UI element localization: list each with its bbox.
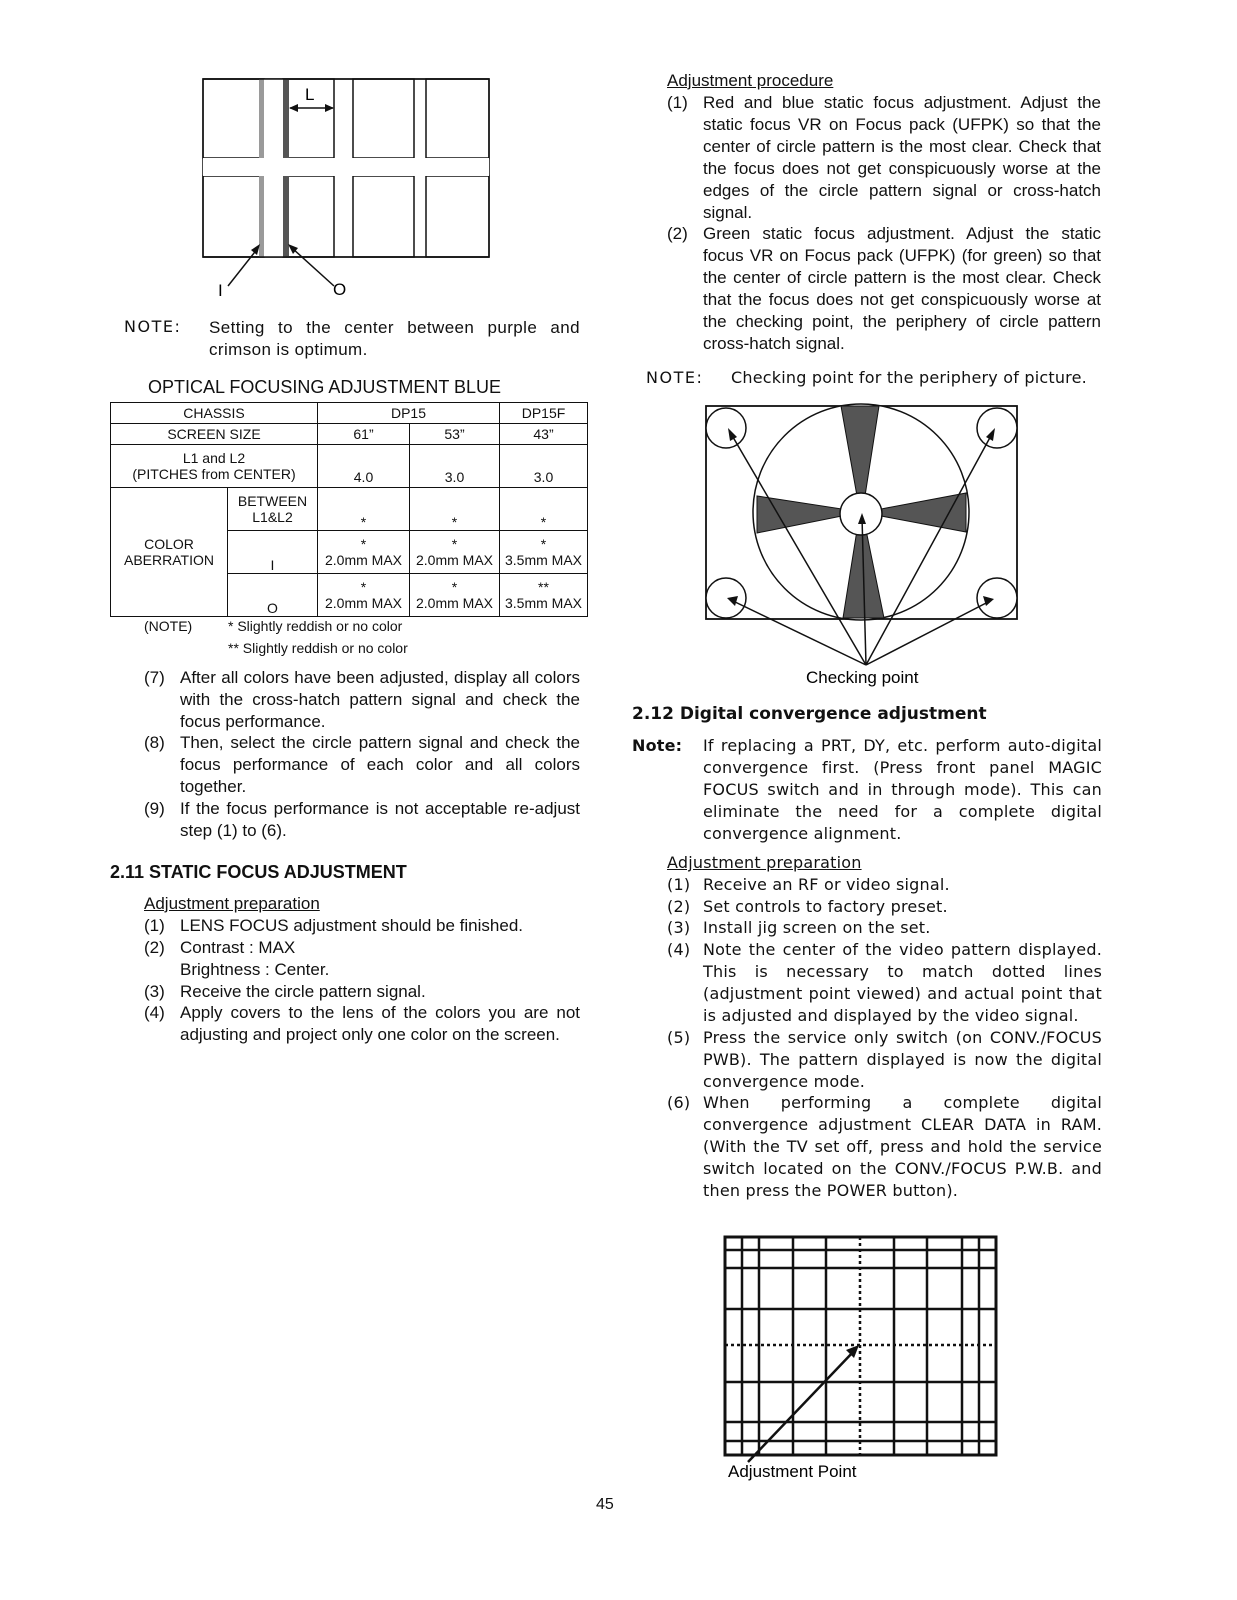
th-screen-size: SCREEN SIZE	[111, 424, 318, 445]
list-item	[144, 1002, 580, 1068]
double-star: **	[538, 579, 549, 595]
section-heading-2-12: 2.12 Digital convergence adjustment	[632, 704, 987, 724]
item-text: If the focus performance is not acceptable re-adjust step (1) to (6).	[180, 799, 580, 840]
cell-between-1: *	[318, 488, 410, 531]
circle-pattern-diagram	[700, 400, 1024, 690]
item-text: Green static focus adjustment. Adjust the static focus VR on Focus pack (UFPK) (for green) so that the center of circle pattern is the most clear. Check that the focus does not get conspicuously worse at the checking point, the periphery of circle pattern cross-hatch signal.	[703, 224, 1101, 353]
item-text: Install jig screen on the set.	[703, 918, 931, 937]
cell-row-o: O	[228, 574, 318, 617]
note-label: Note:	[632, 736, 683, 755]
item-text: Receive the circle pattern signal.	[180, 982, 426, 1001]
item-number: (6)	[667, 1093, 691, 1112]
section-heading-2-11: 2.11 STATIC FOCUS ADJUSTMENT	[110, 862, 407, 882]
star: *	[360, 579, 367, 595]
value: 2.0mm MAX	[324, 552, 402, 568]
list-item	[667, 896, 1102, 918]
list-item	[144, 732, 580, 798]
cell-pitch-2: 3.0	[410, 445, 500, 488]
cell-size-43: 43”	[500, 424, 588, 445]
list-item	[667, 939, 1102, 1027]
adjustment-preparation-label: Adjustment preparation	[144, 894, 320, 913]
item-text: Then, select the circle pattern signal and check the focus performance of each color and all colors together.	[180, 733, 580, 796]
value: 3.5mm MAX	[504, 552, 582, 568]
value: 2.0mm MAX	[415, 552, 493, 568]
item-number: (2)	[144, 938, 165, 957]
item-number: (8)	[144, 733, 165, 752]
row-l1l2-label	[111, 445, 318, 488]
item-text: Brightness : Center.	[180, 960, 330, 979]
table-note-label: (NOTE)	[144, 618, 193, 634]
item-number: (9)	[144, 799, 165, 818]
table-note-2: ** Slightly reddish or no color	[228, 640, 408, 656]
th-dp15: DP15	[318, 403, 500, 424]
value: 2.0mm MAX	[324, 595, 402, 611]
item-number: (3)	[144, 982, 165, 1001]
cell-o-2	[410, 574, 500, 617]
l1l2-line1: L1 and L2	[182, 450, 246, 466]
star: *	[540, 536, 547, 552]
jig-screen-diagram	[722, 1234, 1000, 1490]
adjustment-preparation-label: Adjustment preparation	[667, 853, 862, 872]
color-line1: COLOR	[144, 536, 194, 552]
item-number: (5)	[667, 1028, 691, 1047]
item-number: (2)	[667, 897, 691, 916]
cell-pitch-3: 3.0	[500, 445, 588, 488]
list-item	[144, 981, 580, 1003]
list-item	[667, 874, 1102, 896]
item-text: When performing a complete digital convergence adjustment CLEAR DATA in RAM. (With the TV set off, press and hold the service switch located on the CONV./FOCUS P.W.B. and then press the POWER button).	[703, 1093, 1102, 1200]
label-l: L	[305, 85, 315, 104]
item-text: After all colors have been adjusted, display all colors with the cross-hatch pattern signal and check the focus performance.	[180, 668, 580, 731]
th-chassis: CHASSIS	[111, 403, 318, 424]
list-item	[144, 798, 580, 842]
list-item	[144, 959, 580, 981]
item-number: (7)	[144, 668, 165, 687]
list-item	[667, 223, 1102, 355]
note-text: If replacing a PRT, DY, etc. perform auto-digital convergence first. (Press front panel MAGIC FOCUS switch and in through mode). This can eliminate the need for a complete digital convergence alignment.	[703, 736, 1102, 843]
item-text: Set controls to factory preset.	[703, 897, 948, 916]
between-line1: BETWEEN	[237, 493, 308, 509]
note-label: NOTE:	[646, 368, 704, 387]
l1l2-line2: (PITCHES from CENTER)	[132, 466, 296, 482]
item-text: Receive an RF or video signal.	[703, 875, 950, 894]
value: 2.0mm MAX	[415, 595, 493, 611]
list-item	[667, 92, 1102, 224]
list-item	[144, 937, 580, 959]
note-label: NOTE:	[124, 317, 182, 336]
list-item	[667, 917, 1102, 939]
value: 3.5mm MAX	[504, 595, 582, 611]
between-line2: L1&L2	[252, 509, 293, 525]
label-i: I	[218, 281, 223, 300]
cell-pitch-1: 4.0	[318, 445, 410, 488]
item-text: Note the center of the video pattern displayed. This is necessary to match dotted lines (adjustment point viewed) and actual point that is adjusted and displayed by the video signal.	[703, 940, 1102, 1025]
cell-o-3	[500, 574, 588, 617]
item-text: Contrast : MAX	[180, 938, 296, 957]
item-text: LENS FOCUS adjustment should be finished.	[180, 916, 524, 935]
star: *	[451, 536, 458, 552]
cell-i-1	[318, 531, 410, 574]
row-color-aberration-label	[111, 488, 228, 617]
cell-i-2	[410, 531, 500, 574]
item-text: Apply covers to the lens of the colors you are not adjusting and project only one color on the screen.	[180, 1003, 580, 1044]
item-number: (4)	[144, 1003, 165, 1022]
note-text: Setting to the center between purple and crimson is optimum.	[209, 318, 580, 359]
item-number: (4)	[667, 940, 691, 959]
cell-size-53: 53”	[410, 424, 500, 445]
cell-o-1	[318, 574, 410, 617]
item-number: (3)	[667, 918, 691, 937]
item-text: Press the service only switch (on CONV./FOCUS PWB). The pattern displayed is now the digital convergence mode.	[703, 1028, 1102, 1091]
color-line2: ABERRATION	[124, 552, 214, 568]
item-number: (1)	[667, 93, 688, 112]
list-item	[667, 1092, 1102, 1202]
item-number: (1)	[667, 875, 691, 894]
adjustment-procedure-label: Adjustment procedure	[667, 71, 834, 90]
th-dp15f: DP15F	[500, 403, 588, 424]
checking-point-caption: Checking point	[806, 668, 919, 687]
table-title: OPTICAL FOCUSING ADJUSTMENT BLUE	[148, 377, 502, 397]
crosshatch-focus-diagram	[200, 76, 492, 302]
table-note-1: * Slightly reddish or no color	[228, 618, 403, 634]
list-item	[144, 915, 580, 937]
label-o: O	[333, 280, 347, 299]
cell-between	[228, 488, 318, 531]
page-number: 45	[596, 1496, 614, 1513]
item-text: Red and blue static focus adjustment. Adjust the static focus VR on Focus pack (UFPK) so that the center of circle pattern is the most clear. Check that the focus does not get conspicuously worse at the edges of the circle pattern signal or cross-hatch signal.	[703, 93, 1101, 222]
item-number: (1)	[144, 916, 165, 935]
cell-row-i: I	[228, 531, 318, 574]
optical-focusing-table	[110, 402, 588, 617]
adjustment-point-caption: Adjustment Point	[728, 1462, 857, 1481]
star: *	[451, 579, 458, 595]
cell-between-2: *	[410, 488, 500, 531]
cell-i-3	[500, 531, 588, 574]
cell-between-3: *	[500, 488, 588, 531]
cell-size-61: 61”	[318, 424, 410, 445]
item-number: (2)	[667, 224, 688, 243]
list-item	[667, 1027, 1102, 1093]
list-item	[144, 667, 580, 733]
star: *	[360, 536, 367, 552]
note-text: Checking point for the periphery of picture.	[731, 368, 1087, 387]
